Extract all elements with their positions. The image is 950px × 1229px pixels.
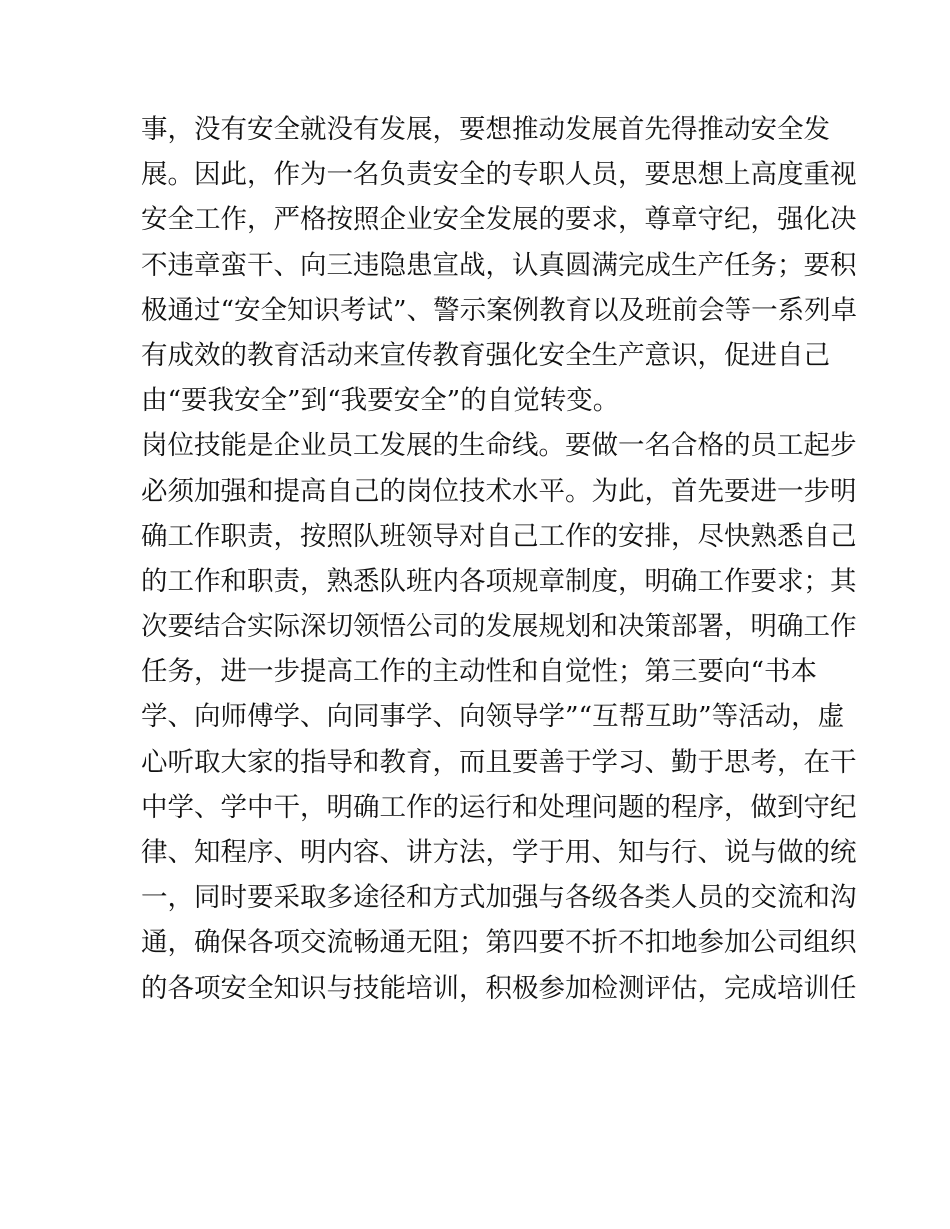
- text-line: 的工作和职责，熟悉队班内各项规章制度，明确工作要求；其: [141, 565, 857, 597]
- text-line: 事，没有安全就没有发展，要想推动发展首先得推动安全发: [141, 114, 830, 145]
- text-line: 通，确保各项交流畅通无阻；第四要不折不扣地参加公司组织: [141, 927, 857, 959]
- text-line: 由“要我安全”到“我要安全”的自觉转变。: [141, 385, 620, 417]
- text-line: 展。因此，作为一名负责安全的专职人员，要思想上高度重视: [141, 159, 857, 191]
- text-line: 一，同时要采取多途径和方式加强与各级各类人员的交流和沟: [141, 882, 857, 914]
- text-line: 心听取大家的指导和教育，而且要善于学习、勤于思考，在干: [141, 746, 857, 778]
- text-line: 中学、学中干，明确工作的运行和处理问题的程序，做到守纪: [141, 791, 857, 823]
- text-line: 必须加强和提高自己的岗位技术水平。为此，首先要进一步明: [141, 475, 857, 507]
- text-line: 岗位技能是企业员工发展的生命线。要做一名合格的员工起步: [141, 430, 857, 462]
- text-line: 任务，进一步提高工作的主动性和自觉性；第三要向“书本: [141, 656, 818, 688]
- text-line: 有成效的教育活动来宣传教育强化安全生产意识，促进自己: [141, 339, 830, 371]
- text-line: 学、向师傅学、向同事学、向领导学”“互帮互助”等活动，虚: [141, 701, 845, 733]
- text-line: 次要结合实际深切领悟公司的发展规划和决策部署，明确工作: [141, 611, 857, 643]
- text-line: 不违章蛮干、向三违隐患宣战，认真圆满完成生产任务；要积: [141, 249, 857, 281]
- text-line: 确工作职责，按照队班领导对自己工作的安排，尽快熟悉自己: [141, 520, 857, 552]
- text-line: 极通过“安全知识考试”、警示案例教育以及班前会等一系列卓: [141, 294, 858, 326]
- text-line: 的各项安全知识与技能培训，积极参加检测评估，完成培训任: [141, 972, 857, 1004]
- text-line: 律、知程序、明内容、讲方法，学于用、知与行、说与做的统: [141, 837, 857, 868]
- body-text: [141, 107, 858, 1011]
- text-line: 安全工作，严格按照企业安全发展的要求，尊章守纪，强化决: [141, 204, 857, 236]
